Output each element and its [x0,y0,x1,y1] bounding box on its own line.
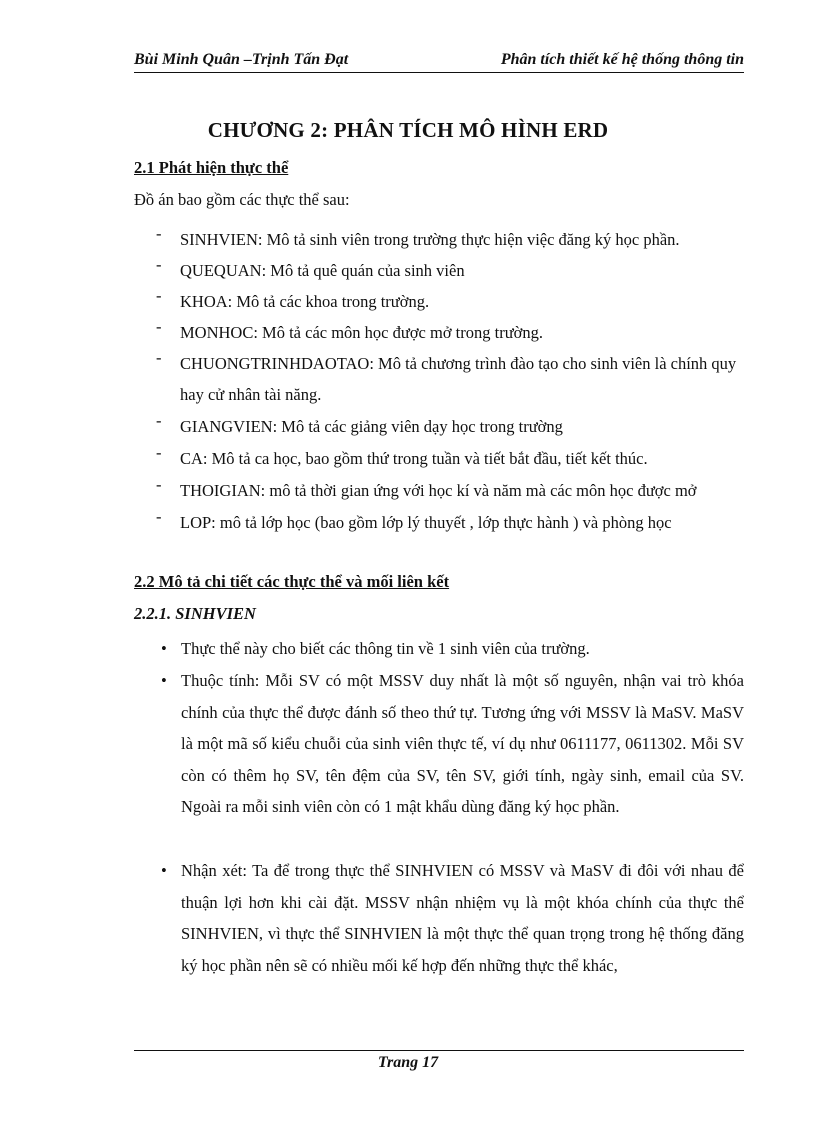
dash-marker: - [156,348,162,367]
dash-marker: - [156,286,162,305]
chapter-title: CHƯƠNG 2: PHÂN TÍCH MÔ HÌNH ERD [207,118,609,142]
bullet-dot: • [161,639,167,658]
bullet-dot: • [161,861,167,880]
footer-rule [134,1050,744,1051]
page-number: Trang 17 [377,1054,439,1071]
bullet-dot: • [161,671,167,690]
dash-marker: - [156,317,162,336]
header-authors: Bùi Minh Quân –Trịnh Tấn Đạt [134,51,349,68]
dash-marker: - [156,411,162,430]
dash-marker: - [156,475,162,494]
section-2-1-heading: 2.1 Phát hiện thực thể [134,158,289,177]
dash-marker: - [156,507,162,526]
dash-marker: - [156,255,162,274]
subsection-2-2-1-heading: 2.2.1. SINHVIEN [134,604,256,623]
section-2-1-intro: Đồ án bao gồm các thực thể sau: [134,190,350,209]
header-subject: Phân tích thiết kế hệ thống thông tin [500,51,744,68]
dash-marker: - [156,224,162,243]
section-2-2-heading: 2.2 Mô tả chi tiết các thực thể và mối liên kết [134,572,450,591]
dash-marker: - [156,443,162,462]
page-header [134,50,744,73]
